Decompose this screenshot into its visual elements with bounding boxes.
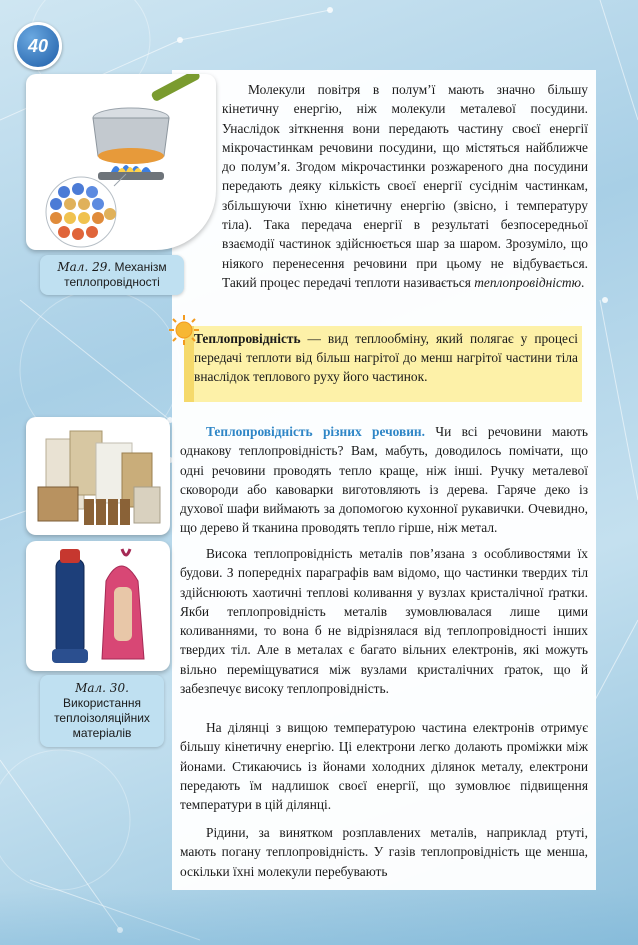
figure-29-image [26, 74, 216, 250]
paragraph-5-text: Рідини, за винятком розплавлених металів, наприклад ртуті, мають погану теплопровідність. У газів теплопровідність ще менша, оскільки їхні молекули перебувають [180, 825, 588, 879]
bottom-strip [0, 890, 638, 945]
paragraph-4-text: На ділянці з вищою температурою частина електронів отримує більшу кінетичну енергію. Ці електрони легко долають проміжки між йонами. Стикаючись із йонами холодних ділянок металу, електрони передають їм надлишок своєї енергії, що зумовлює підвищення температури в цій ділянці. [180, 720, 588, 813]
paragraph-3-text: Висока теплопровідність металів пов’язана з особливостями їх будови. З попередніх параграфів вам відомо, що частинки твердих тіл здійснюють хаотичні теплові коливання у вузлах кристалічної ґратки. Якби теплопровідність металів зумовлювалася лише цими коливаннями, то вона б не відрізнялася від теплопровідності інших твердих тіл. Але в металах є багато вільних електронів, які можуть вільно переміщуватися між вузлами кристалічних ґраток, що й забезпечує високу теплопровідність. [180, 546, 588, 697]
figure-30-label: Мал. 30. [75, 681, 129, 695]
paragraph-heat-transfer-mechanism [222, 80, 588, 292]
thermos-illustration [26, 541, 170, 671]
definition-term: Теплопровідність [194, 331, 301, 346]
figure-29-label: Мал. 29. [57, 260, 112, 274]
definition-text [194, 329, 578, 386]
figure-30-insulation-image [26, 417, 170, 535]
paragraph-metals-structure [180, 544, 588, 698]
paragraph-different-substances [180, 422, 588, 538]
definition-body: — вид теплообміну, який полягає у процесі передачі теплоти від більш нагрітої до менш нагрітої частини тіла внаслідок теплового руху його частинок. [194, 331, 578, 384]
paragraph-liquids-gases [180, 823, 588, 881]
figure-30-thermos-image [26, 541, 170, 671]
paragraph-2-text: Чи всі речовини мають однакову теплопровідність? Вам, мабуть, доводилось помічати, що одні речовини проводять тепло краще, ніж інші. Ручку металевої сковороди або кавоварки виготовляють із дерева. Гаряче деко із духової шафи виймають за допомогою кухонної рукавички. Очевидно, що дерево й тканина проводять тепло гірше, ніж метал. [180, 424, 588, 536]
paragraph-1-end: . [581, 274, 585, 290]
page-number-badge: 40 [14, 22, 62, 70]
pot-on-burner-illustration [26, 74, 216, 250]
paragraph-1-text: Молекули повітря в полум’ї мають значно більшу кінетичну енергію, ніж молекули металевої посудини. Унаслідок зіткнення вони передають частину своєї енергії мікрочастинкам речовини посудини, що містяться найближче до полум’я. Згодом мікрочастинки розжареного дна посудини передають деяку кількість своєї енергії сусіднім частинкам, збільшуючи їхню кінетичну енергію (звісно, і температуру тіла). Така передача енергії в результаті безпосередньої взаємодії частинок здійснюється шар за шаром. Зрозуміло, що ніякого перенесення речовини при цьому не відбувається. Такий процес передачі теплоти називається [222, 82, 588, 290]
figure-29-caption-text: Механізм теплопровідності [64, 260, 167, 289]
term-thermal-conductivity: теплопровідністю [474, 274, 582, 290]
subheading-conductivity-of-substances: Теплопровідність різних речовин. [206, 424, 425, 439]
insulation-materials-illustration [26, 417, 170, 535]
paragraph-electrons [180, 718, 588, 814]
figure-30-caption [40, 675, 164, 747]
figure-30-caption-text: Використання теплоізоляційних матеріалів [54, 696, 150, 740]
figure-29-caption [40, 255, 184, 295]
